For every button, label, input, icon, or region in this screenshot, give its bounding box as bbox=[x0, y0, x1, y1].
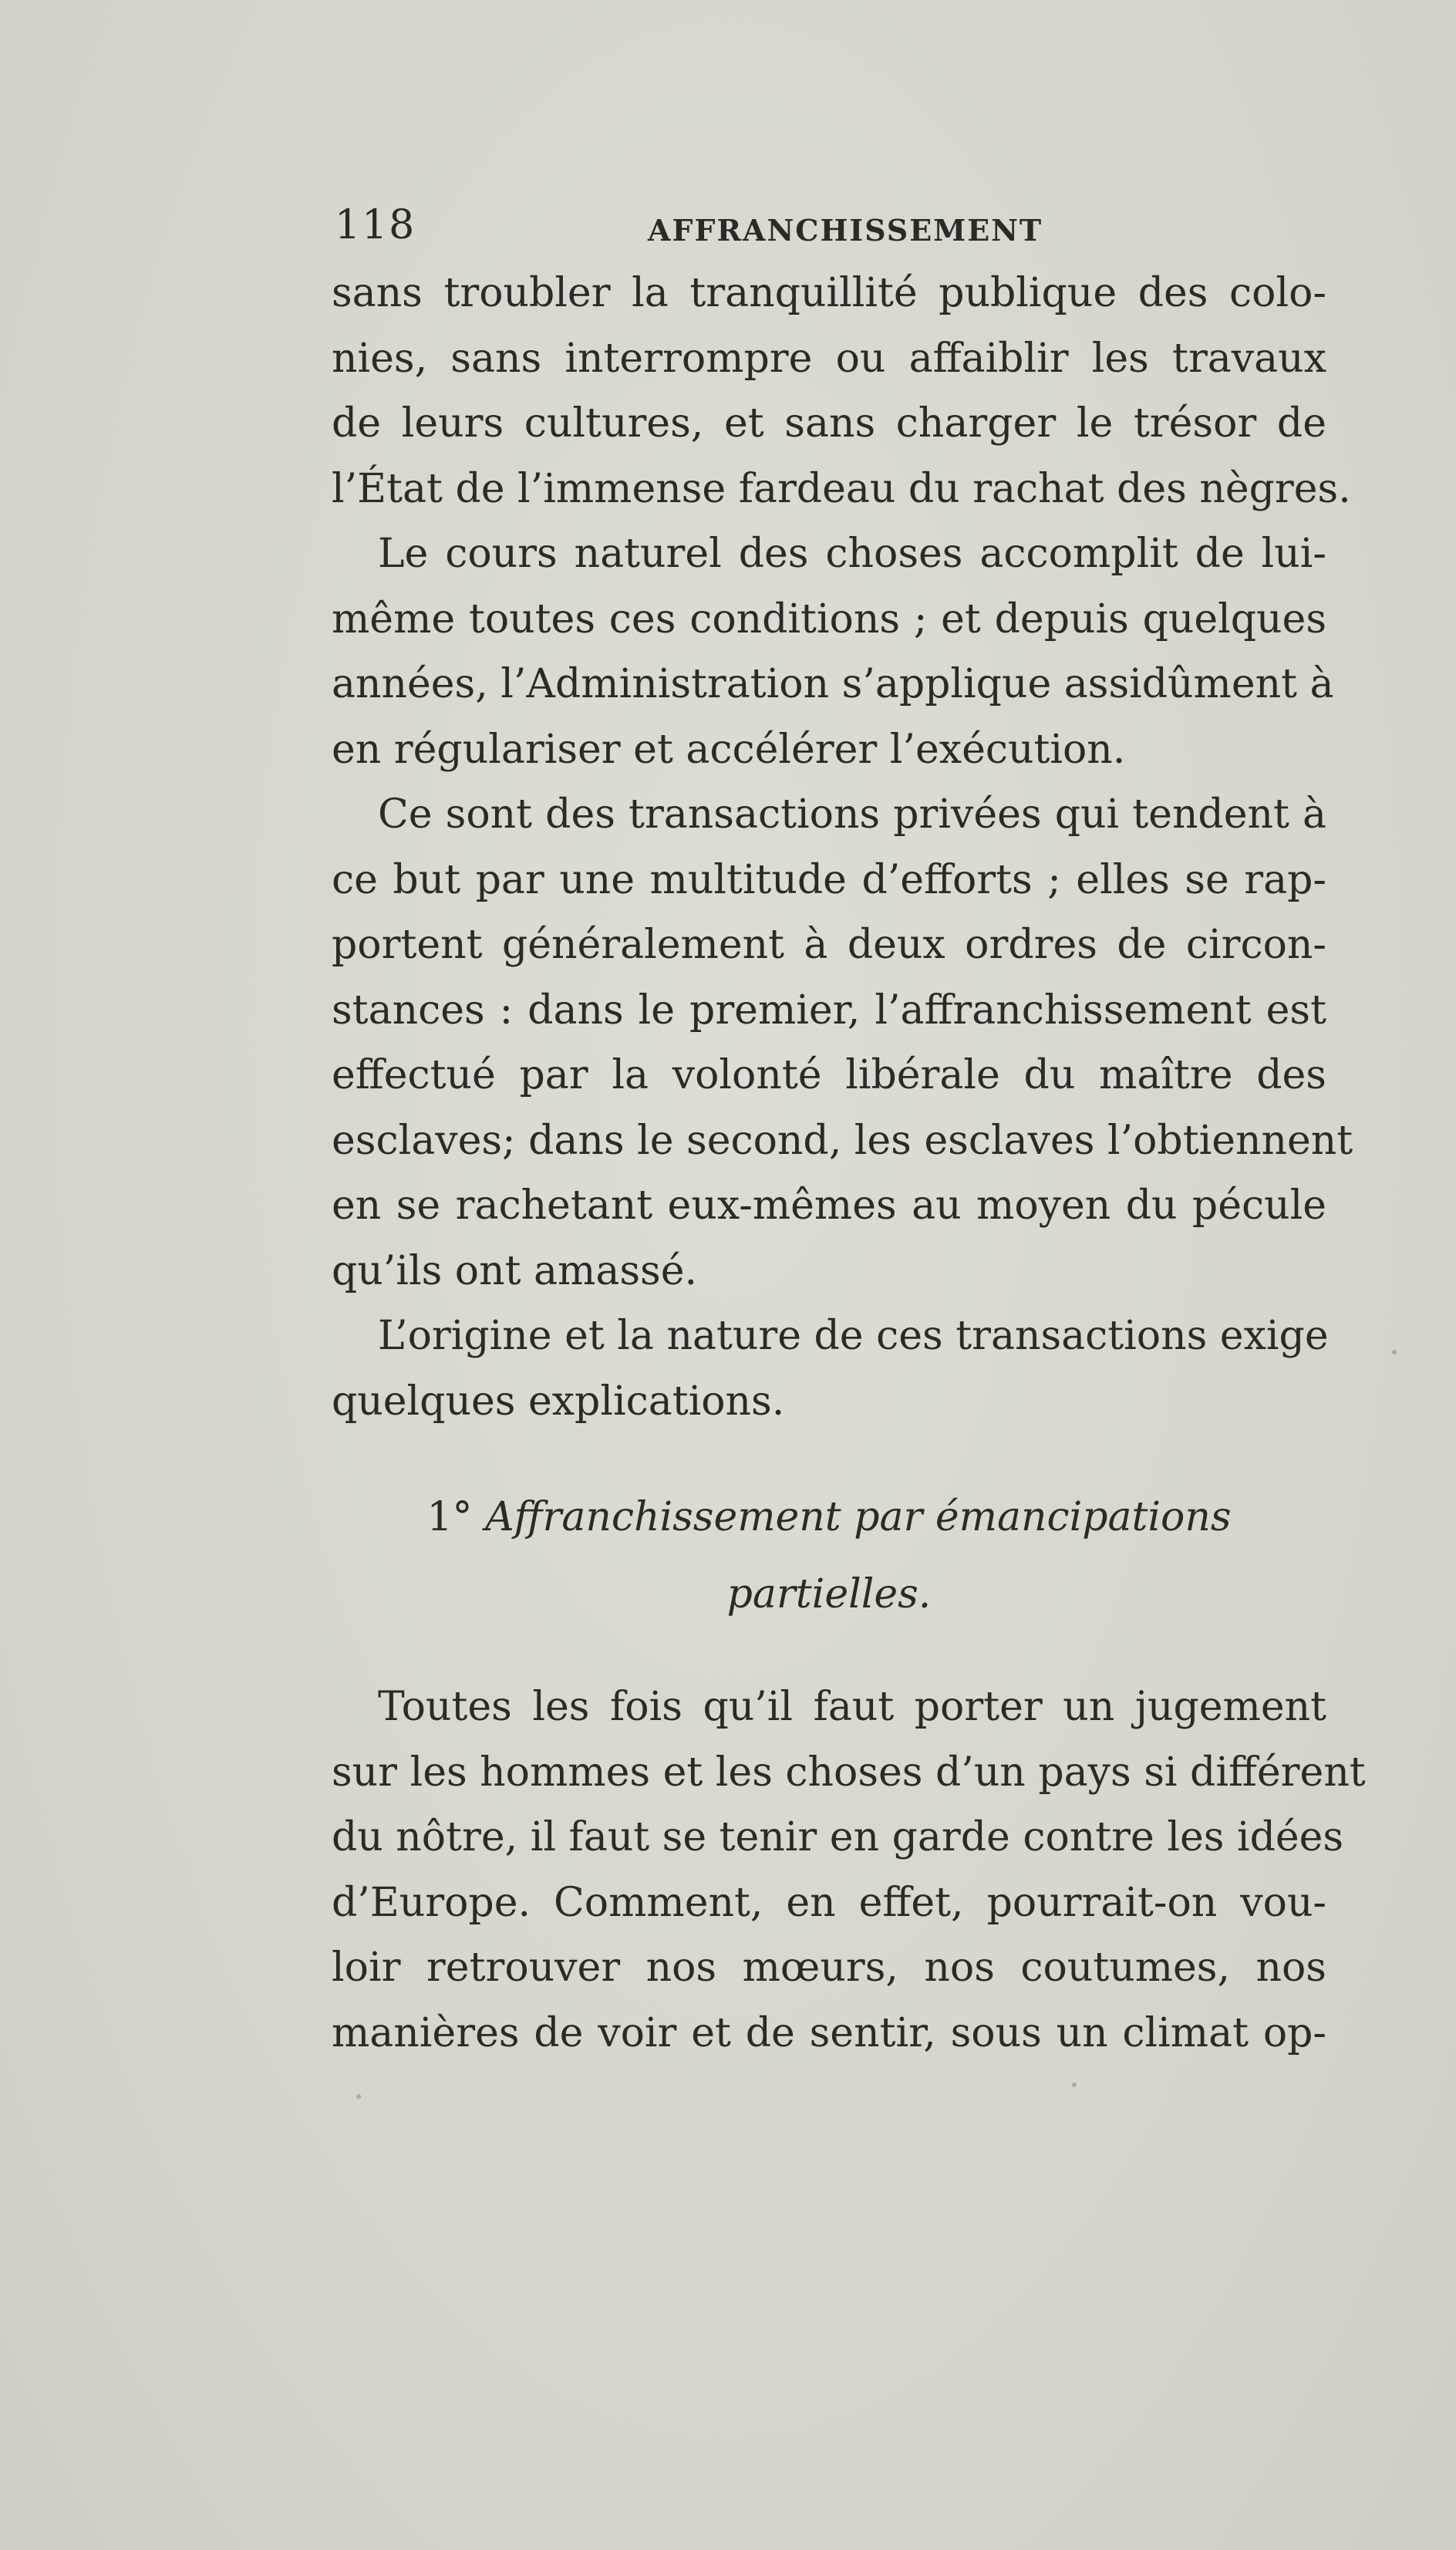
paragraph-5 bbox=[332, 1675, 1366, 2066]
text-line: Toutes les fois qu’il faut porter un jugement bbox=[378, 1684, 1326, 1730]
paragraph-2 bbox=[332, 521, 1334, 782]
text-line: sans troubler la tranquillité publique des colo- bbox=[332, 270, 1326, 316]
text-line: esclaves; dans le second, les esclaves l’obtiennent bbox=[332, 1117, 1353, 1164]
page-number: 118 bbox=[335, 202, 416, 248]
text-line: manières de voir et de sentir, sous un climat op- bbox=[332, 2009, 1326, 2056]
text-line: portent généralement à deux ordres de circon- bbox=[332, 922, 1326, 968]
paper-speck bbox=[356, 2094, 361, 2099]
text-line: même toutes ces conditions ; et depuis quelques bbox=[332, 595, 1326, 643]
text-line: loir retrouver nos mœurs, nos coutumes, nos bbox=[332, 1945, 1326, 1991]
text-line: quelques explications. bbox=[332, 1378, 785, 1425]
section-number: 1° bbox=[426, 1494, 473, 1540]
paper-speck bbox=[1392, 1350, 1397, 1354]
paragraph-3 bbox=[332, 782, 1353, 1304]
text-line: Ce sont des transactions privées qui tendent à bbox=[378, 791, 1326, 838]
text-line: l’État de l’immense fardeau du rachat des nègres. bbox=[332, 465, 1351, 512]
text-line: qu’ils ont amassé. bbox=[332, 1247, 697, 1294]
text-line: nies, sans interrompre ou affaiblir les travaux bbox=[332, 335, 1326, 382]
text-line: en se rachetant eux-mêmes au moyen du pécule bbox=[332, 1182, 1326, 1229]
paper-speck bbox=[1072, 2083, 1077, 2087]
page-header bbox=[332, 202, 1326, 256]
text-line: stances : dans le premier, l’affranchissement est bbox=[332, 987, 1326, 1034]
section-title-part-2: partielles. bbox=[726, 1571, 932, 1617]
paragraph-1 bbox=[332, 261, 1351, 521]
text-line: ce but par une multitude d’efforts ; elles se rap- bbox=[332, 856, 1326, 903]
section-heading bbox=[332, 1479, 1326, 1633]
text-line: effectué par la volonté libérale du maître des bbox=[332, 1052, 1326, 1098]
running-head: AFFRANCHISSEMENT bbox=[648, 213, 1043, 248]
text-line: du nôtre, il faut se tenir en garde contre les idées bbox=[332, 1814, 1344, 1860]
text-line: en régulariser et accélérer l’exécution. bbox=[332, 726, 1126, 773]
text-line: sur les hommes et les choses d’un pays si différent bbox=[332, 1749, 1366, 1796]
text-line: Le cours naturel des choses accomplit de lui- bbox=[378, 531, 1326, 577]
section-title-part-1: Affranchissement par émancipations bbox=[485, 1494, 1232, 1540]
section-heading-line-1 bbox=[332, 1479, 1326, 1556]
text-line: L’origine et la nature de ces transactions exige bbox=[378, 1313, 1329, 1359]
text-line: de leurs cultures, et sans charger le trésor de bbox=[332, 400, 1326, 447]
paragraph-4 bbox=[332, 1304, 1329, 1434]
book-page bbox=[332, 202, 1366, 2066]
text-line: années, l’Administration s’applique assidûment à bbox=[332, 661, 1334, 707]
text-line: d’Europe. Comment, en effet, pourrait-on vou- bbox=[332, 1879, 1326, 1926]
